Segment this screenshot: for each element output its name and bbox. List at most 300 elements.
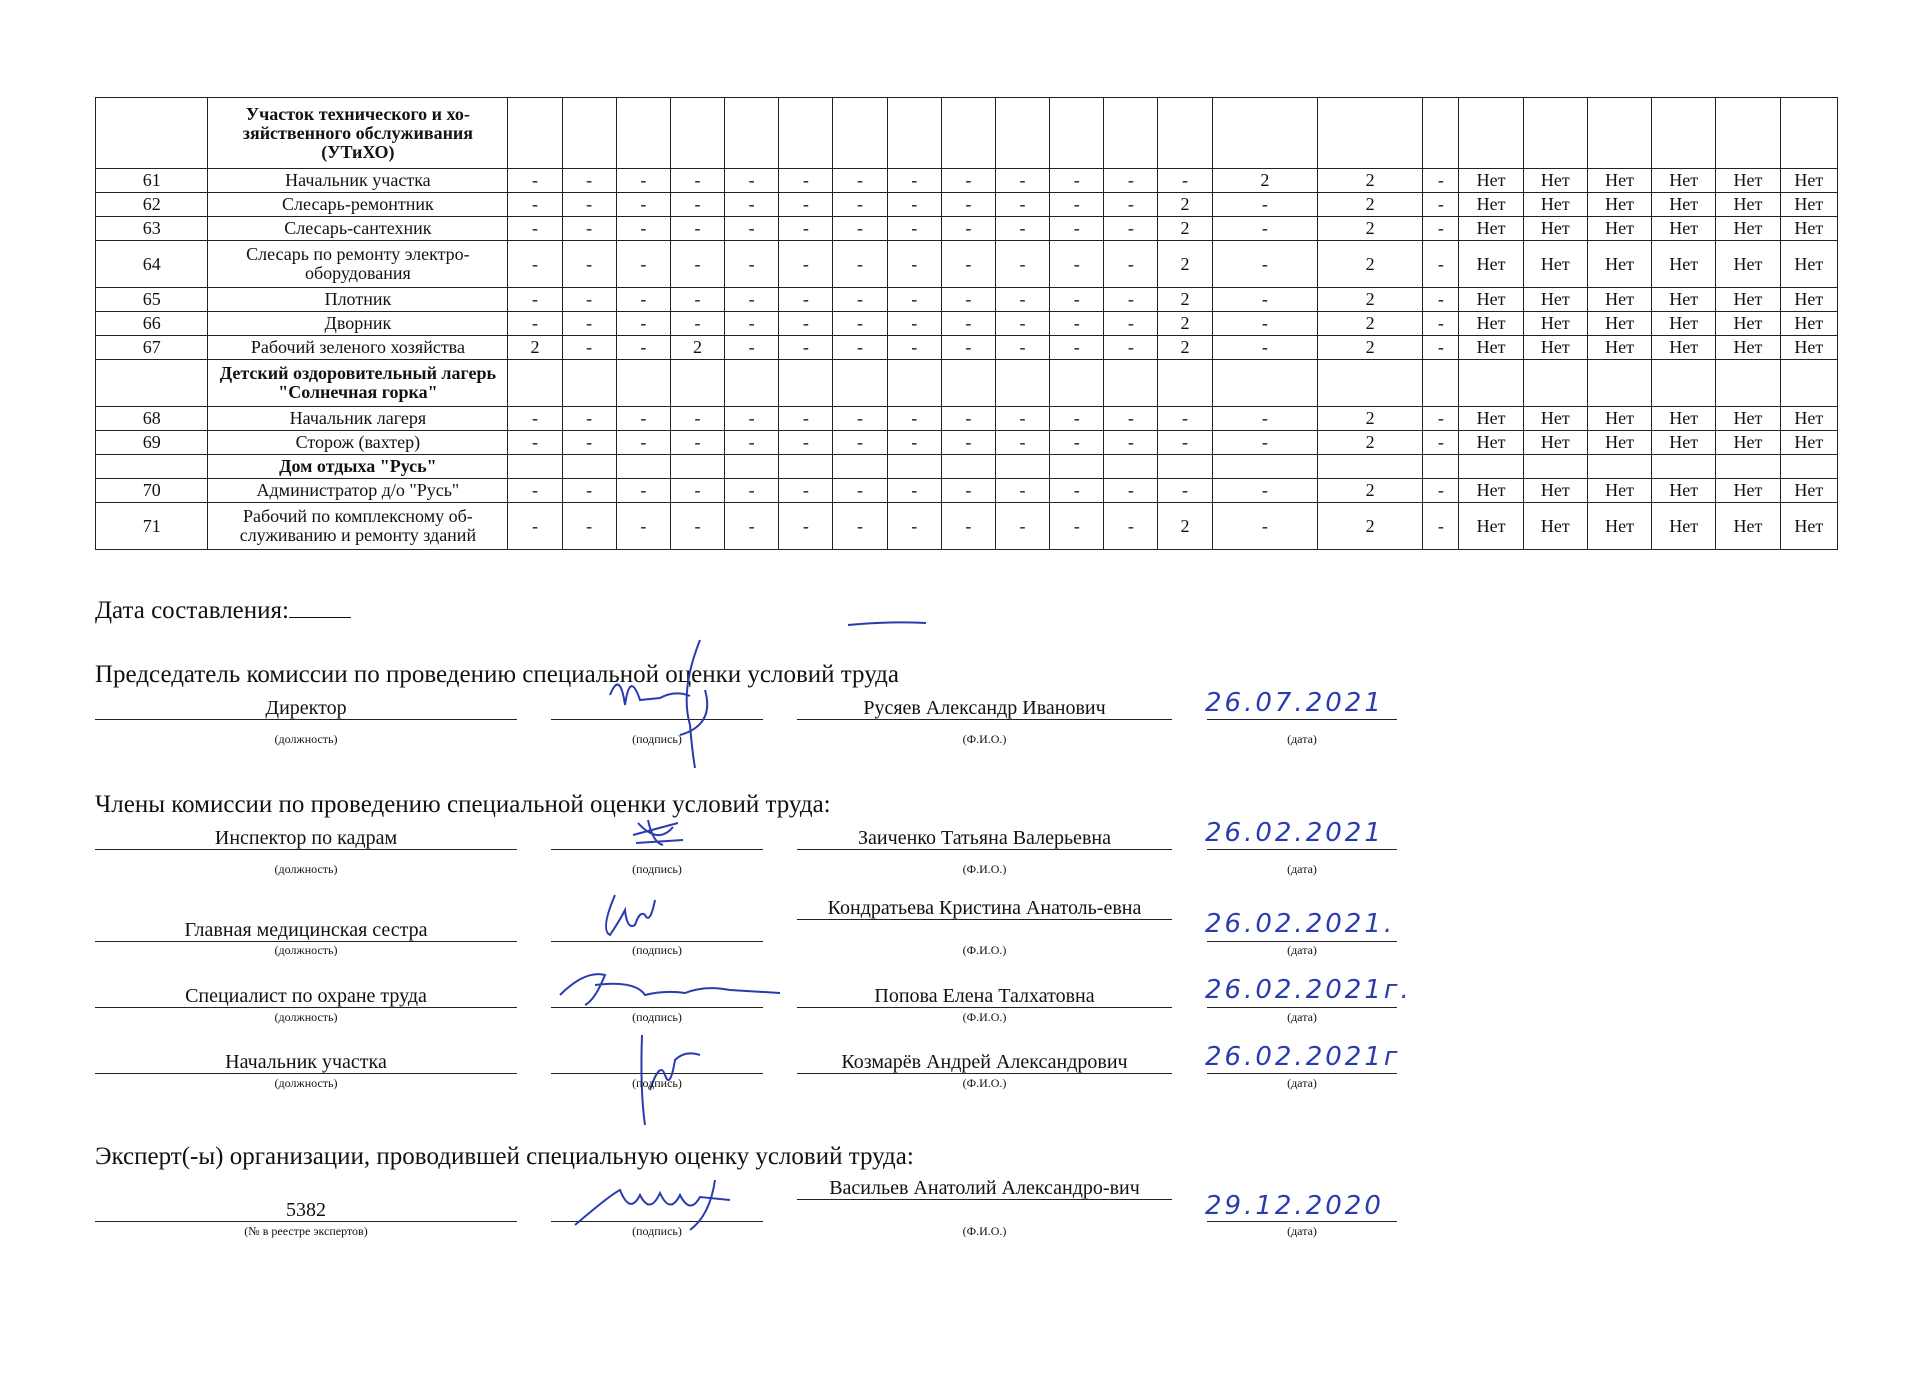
class-cell: 2 bbox=[1318, 288, 1423, 312]
empty-cell bbox=[1318, 360, 1423, 407]
class-cell: Нет bbox=[1716, 431, 1780, 455]
class-cell: Нет bbox=[1780, 288, 1837, 312]
class-cell: - bbox=[616, 193, 670, 217]
class-cell: - bbox=[562, 288, 616, 312]
class-cell: - bbox=[616, 169, 670, 193]
class-cell: - bbox=[616, 241, 670, 288]
class-cell: Нет bbox=[1523, 336, 1587, 360]
empty-cell bbox=[1587, 360, 1651, 407]
empty-cell bbox=[1780, 98, 1837, 169]
class-cell: - bbox=[670, 288, 724, 312]
class-cell: - bbox=[508, 312, 562, 336]
class-cell: - bbox=[508, 217, 562, 241]
class-cell: - bbox=[1050, 241, 1104, 288]
class-cell: - bbox=[1050, 312, 1104, 336]
class-cell: Нет bbox=[1716, 193, 1780, 217]
member-3-position: Специалист по охране труда bbox=[95, 985, 517, 1008]
empty-cell bbox=[670, 455, 724, 479]
class-cell: - bbox=[833, 431, 887, 455]
empty-cell bbox=[887, 455, 941, 479]
class-cell: - bbox=[725, 431, 779, 455]
class-cell: - bbox=[833, 312, 887, 336]
empty-cell bbox=[1423, 360, 1459, 407]
class-cell: Нет bbox=[1780, 431, 1837, 455]
class-cell: - bbox=[1104, 431, 1158, 455]
member-2-signature bbox=[595, 890, 665, 950]
class-cell: - bbox=[887, 241, 941, 288]
empty-cell bbox=[1780, 360, 1837, 407]
empty-cell bbox=[1780, 455, 1837, 479]
class-cell: - bbox=[941, 503, 995, 550]
class-cell: - bbox=[1423, 193, 1459, 217]
class-cell: 2 bbox=[1158, 217, 1212, 241]
class-cell: - bbox=[887, 407, 941, 431]
class-cell: - bbox=[1104, 241, 1158, 288]
class-cell: Нет bbox=[1459, 217, 1523, 241]
class-cell: - bbox=[670, 241, 724, 288]
class-cell: Нет bbox=[1652, 193, 1716, 217]
class-cell: - bbox=[725, 217, 779, 241]
row-number: 64 bbox=[96, 241, 208, 288]
row-number: 62 bbox=[96, 193, 208, 217]
class-cell: - bbox=[1158, 407, 1212, 431]
member-3-signature bbox=[555, 965, 785, 1015]
class-cell: - bbox=[562, 241, 616, 288]
empty-cell bbox=[1523, 455, 1587, 479]
class-cell: - bbox=[779, 503, 833, 550]
position-name: Сторож (вахтер) bbox=[208, 431, 508, 455]
class-cell: - bbox=[941, 241, 995, 288]
empty-cell bbox=[616, 455, 670, 479]
class-cell: - bbox=[1050, 407, 1104, 431]
position-name: Дворник bbox=[208, 312, 508, 336]
class-cell: Нет bbox=[1459, 288, 1523, 312]
class-cell: 2 bbox=[1158, 336, 1212, 360]
class-cell: - bbox=[995, 193, 1049, 217]
empty-cell bbox=[995, 455, 1049, 479]
empty-cell bbox=[670, 360, 724, 407]
class-cell: Нет bbox=[1780, 193, 1837, 217]
class-cell: - bbox=[725, 407, 779, 431]
class-cell: - bbox=[779, 169, 833, 193]
empty-cell bbox=[1652, 98, 1716, 169]
class-cell: - bbox=[779, 312, 833, 336]
class-cell: - bbox=[779, 431, 833, 455]
class-cell: - bbox=[1158, 431, 1212, 455]
class-cell: - bbox=[1104, 503, 1158, 550]
class-cell: - bbox=[616, 407, 670, 431]
member-4-signature-caption: (подпись) bbox=[632, 1076, 682, 1090]
class-cell: - bbox=[1212, 431, 1317, 455]
section-number-cell bbox=[96, 455, 208, 479]
empty-cell bbox=[1212, 360, 1317, 407]
expert-fio: Васильев Анатолий Александро-вич bbox=[797, 1177, 1172, 1200]
class-cell: - bbox=[833, 241, 887, 288]
empty-cell bbox=[616, 98, 670, 169]
table-row bbox=[96, 288, 1838, 312]
class-cell: Нет bbox=[1716, 169, 1780, 193]
class-cell: - bbox=[941, 217, 995, 241]
class-cell: Нет bbox=[1587, 241, 1651, 288]
class-cell: - bbox=[995, 217, 1049, 241]
member-4-position-caption: (должность) bbox=[274, 1076, 338, 1090]
class-cell: - bbox=[779, 407, 833, 431]
empty-cell bbox=[1523, 98, 1587, 169]
class-cell: - bbox=[670, 407, 724, 431]
class-cell: - bbox=[1104, 193, 1158, 217]
expert-fio-caption: (Ф.И.О.) bbox=[962, 1224, 1007, 1238]
class-cell: Нет bbox=[1523, 312, 1587, 336]
class-cell: - bbox=[725, 336, 779, 360]
empty-cell bbox=[725, 360, 779, 407]
class-cell: - bbox=[779, 217, 833, 241]
member-1-fio-caption: (Ф.И.О.) bbox=[962, 862, 1007, 876]
class-cell: - bbox=[1423, 479, 1459, 503]
class-cell: - bbox=[1423, 503, 1459, 550]
class-cell: - bbox=[616, 336, 670, 360]
empty-cell bbox=[995, 98, 1049, 169]
empty-cell bbox=[508, 360, 562, 407]
class-cell: - bbox=[1212, 479, 1317, 503]
chairman-signature-caption: (подпись) bbox=[632, 732, 682, 746]
position-name: Рабочий по комплексному об-служиванию и ремонту зданий bbox=[208, 503, 508, 550]
empty-cell bbox=[1050, 360, 1104, 407]
class-cell: - bbox=[670, 312, 724, 336]
table-row bbox=[96, 241, 1838, 288]
class-cell: - bbox=[995, 241, 1049, 288]
class-cell: - bbox=[887, 312, 941, 336]
row-number: 68 bbox=[96, 407, 208, 431]
row-number: 71 bbox=[96, 503, 208, 550]
class-cell: - bbox=[562, 503, 616, 550]
class-cell: - bbox=[1423, 312, 1459, 336]
expert-registry-caption: (№ в реестре экспертов) bbox=[244, 1224, 368, 1238]
class-cell: - bbox=[562, 479, 616, 503]
row-number: 65 bbox=[96, 288, 208, 312]
chairman-date-caption: (дата) bbox=[1287, 732, 1317, 746]
class-cell: - bbox=[725, 193, 779, 217]
class-cell: 2 bbox=[1158, 241, 1212, 288]
class-cell: - bbox=[995, 336, 1049, 360]
class-cell: 2 bbox=[1318, 217, 1423, 241]
class-cell: Нет bbox=[1716, 241, 1780, 288]
class-cell: - bbox=[562, 312, 616, 336]
empty-cell bbox=[562, 98, 616, 169]
class-cell: 2 bbox=[1318, 407, 1423, 431]
empty-cell bbox=[1318, 98, 1423, 169]
empty-cell bbox=[1212, 455, 1317, 479]
empty-cell bbox=[1652, 360, 1716, 407]
class-cell: 2 bbox=[1318, 193, 1423, 217]
class-cell: - bbox=[562, 407, 616, 431]
class-cell: Нет bbox=[1587, 503, 1651, 550]
empty-cell bbox=[1459, 360, 1523, 407]
member-1-position: Инспектор по кадрам bbox=[95, 827, 517, 850]
class-cell: - bbox=[995, 169, 1049, 193]
class-cell: - bbox=[725, 312, 779, 336]
row-number: 70 bbox=[96, 479, 208, 503]
class-cell: - bbox=[833, 288, 887, 312]
row-number: 69 bbox=[96, 431, 208, 455]
class-cell: 2 bbox=[1158, 503, 1212, 550]
member-3-date-handwritten: 26.02.2021г. bbox=[1205, 975, 1412, 1005]
class-cell: - bbox=[1050, 193, 1104, 217]
class-cell: Нет bbox=[1587, 169, 1651, 193]
class-cell: Нет bbox=[1780, 503, 1837, 550]
class-cell: - bbox=[941, 407, 995, 431]
position-name: Администратор д/о "Русь" bbox=[208, 479, 508, 503]
class-cell: - bbox=[995, 312, 1049, 336]
member-2-position-caption: (должность) bbox=[274, 943, 338, 957]
class-cell: Нет bbox=[1780, 312, 1837, 336]
row-number: 61 bbox=[96, 169, 208, 193]
empty-cell bbox=[725, 455, 779, 479]
class-cell: - bbox=[887, 193, 941, 217]
class-cell: 2 bbox=[1158, 193, 1212, 217]
class-cell: - bbox=[616, 431, 670, 455]
empty-cell bbox=[1716, 455, 1780, 479]
class-cell: 2 bbox=[1318, 241, 1423, 288]
class-cell: - bbox=[833, 193, 887, 217]
class-cell: - bbox=[1050, 336, 1104, 360]
class-cell: - bbox=[1104, 407, 1158, 431]
class-cell: - bbox=[725, 479, 779, 503]
member-2-position: Главная медицинская сестра bbox=[95, 919, 517, 942]
position-name: Рабочий зеленого хозяйства bbox=[208, 336, 508, 360]
class-cell: Нет bbox=[1780, 479, 1837, 503]
empty-cell bbox=[1587, 455, 1651, 479]
class-cell: - bbox=[616, 503, 670, 550]
class-cell: Нет bbox=[1652, 169, 1716, 193]
class-cell: - bbox=[1423, 336, 1459, 360]
class-cell: Нет bbox=[1780, 336, 1837, 360]
class-cell: - bbox=[995, 479, 1049, 503]
empty-cell bbox=[941, 360, 995, 407]
class-cell: - bbox=[1212, 241, 1317, 288]
position-name: Плотник bbox=[208, 288, 508, 312]
class-cell: Нет bbox=[1652, 407, 1716, 431]
empty-cell bbox=[1423, 98, 1459, 169]
position-name: Начальник лагеря bbox=[208, 407, 508, 431]
class-cell: - bbox=[833, 503, 887, 550]
class-cell: - bbox=[1158, 169, 1212, 193]
empty-cell bbox=[1459, 98, 1523, 169]
date-compiled-blank bbox=[289, 616, 351, 618]
empty-cell bbox=[1050, 98, 1104, 169]
member-3-fio: Попова Елена Талхатовна bbox=[797, 985, 1172, 1008]
class-cell: - bbox=[508, 288, 562, 312]
class-cell: - bbox=[1423, 407, 1459, 431]
class-cell: - bbox=[1212, 503, 1317, 550]
class-cell: 2 bbox=[1212, 169, 1317, 193]
position-name: Слесарь-ремонтник bbox=[208, 193, 508, 217]
class-cell: - bbox=[725, 241, 779, 288]
empty-cell bbox=[670, 98, 724, 169]
empty-cell bbox=[779, 360, 833, 407]
class-cell: 2 bbox=[670, 336, 724, 360]
class-cell: Нет bbox=[1523, 217, 1587, 241]
class-cell: - bbox=[562, 336, 616, 360]
empty-cell bbox=[508, 455, 562, 479]
row-number: 63 bbox=[96, 217, 208, 241]
table-row bbox=[96, 503, 1838, 550]
empty-cell bbox=[508, 98, 562, 169]
class-cell: Нет bbox=[1523, 193, 1587, 217]
empty-cell bbox=[1523, 360, 1587, 407]
class-cell: - bbox=[508, 169, 562, 193]
class-cell: Нет bbox=[1523, 241, 1587, 288]
row-number: 67 bbox=[96, 336, 208, 360]
empty-cell bbox=[887, 98, 941, 169]
class-cell: Нет bbox=[1652, 312, 1716, 336]
chairman-date-handwritten: 26.07.2021 bbox=[1205, 688, 1384, 718]
class-cell: - bbox=[562, 217, 616, 241]
class-cell: - bbox=[508, 193, 562, 217]
class-cell: 2 bbox=[1318, 503, 1423, 550]
class-cell: - bbox=[1212, 407, 1317, 431]
empty-cell bbox=[779, 455, 833, 479]
empty-cell bbox=[1716, 98, 1780, 169]
chairman-heading: Председатель комиссии по проведению специальной оценки условий труда bbox=[95, 661, 899, 688]
class-cell: Нет bbox=[1459, 312, 1523, 336]
class-cell: Нет bbox=[1652, 288, 1716, 312]
member-3-date-caption: (дата) bbox=[1287, 1010, 1317, 1024]
class-cell: - bbox=[562, 169, 616, 193]
empty-cell bbox=[1104, 455, 1158, 479]
class-cell: - bbox=[941, 193, 995, 217]
class-cell: Нет bbox=[1459, 169, 1523, 193]
member-2-fio-caption: (Ф.И.О.) bbox=[962, 943, 1007, 957]
class-cell: 2 bbox=[1318, 169, 1423, 193]
class-cell: - bbox=[887, 288, 941, 312]
chairman-position: Директор bbox=[95, 697, 517, 720]
class-cell: - bbox=[779, 288, 833, 312]
class-cell: - bbox=[779, 241, 833, 288]
class-cell: - bbox=[508, 503, 562, 550]
class-cell: Нет bbox=[1587, 336, 1651, 360]
stray-ink-mark bbox=[848, 614, 928, 632]
class-cell: Нет bbox=[1652, 431, 1716, 455]
class-cell: Нет bbox=[1780, 217, 1837, 241]
class-cell: - bbox=[508, 431, 562, 455]
class-cell: - bbox=[508, 241, 562, 288]
empty-cell bbox=[833, 360, 887, 407]
class-cell: Нет bbox=[1459, 193, 1523, 217]
section-number-cell bbox=[96, 360, 208, 407]
class-cell: Нет bbox=[1587, 407, 1651, 431]
table-row bbox=[96, 431, 1838, 455]
row-number: 66 bbox=[96, 312, 208, 336]
class-cell: - bbox=[1050, 217, 1104, 241]
class-cell: Нет bbox=[1459, 503, 1523, 550]
class-cell: - bbox=[725, 503, 779, 550]
member-1-fio: Заиченко Татьяна Валерьевна bbox=[797, 827, 1172, 850]
class-cell: Нет bbox=[1780, 241, 1837, 288]
class-cell: - bbox=[941, 431, 995, 455]
member-2-date-handwritten: 26.02.2021. bbox=[1205, 909, 1396, 939]
class-cell: - bbox=[1212, 312, 1317, 336]
class-cell: - bbox=[833, 217, 887, 241]
class-cell: - bbox=[995, 288, 1049, 312]
class-cell: - bbox=[1212, 193, 1317, 217]
table-row bbox=[96, 479, 1838, 503]
class-cell: Нет bbox=[1780, 169, 1837, 193]
class-cell: - bbox=[1423, 241, 1459, 288]
member-2-signature-caption: (подпись) bbox=[632, 943, 682, 957]
class-cell: Нет bbox=[1523, 431, 1587, 455]
class-cell: Нет bbox=[1587, 312, 1651, 336]
class-cell: - bbox=[1423, 431, 1459, 455]
class-cell: Нет bbox=[1716, 312, 1780, 336]
class-cell: - bbox=[1104, 288, 1158, 312]
class-cell: - bbox=[1158, 479, 1212, 503]
section-title: Участок технического и хо-зяйственного обслуживания (УТиХО) bbox=[208, 98, 508, 169]
class-cell: - bbox=[670, 503, 724, 550]
chairman-fio-caption: (Ф.И.О.) bbox=[962, 732, 1007, 746]
member-1-signature-caption: (подпись) bbox=[632, 862, 682, 876]
position-name: Слесарь по ремонту электро-оборудования bbox=[208, 241, 508, 288]
empty-cell bbox=[779, 98, 833, 169]
date-compiled-label: Дата составления: bbox=[95, 597, 289, 624]
class-cell: - bbox=[1423, 288, 1459, 312]
class-cell: - bbox=[1050, 431, 1104, 455]
member-4-date-caption: (дата) bbox=[1287, 1076, 1317, 1090]
class-cell: - bbox=[941, 479, 995, 503]
class-cell: - bbox=[779, 479, 833, 503]
class-cell: - bbox=[1050, 479, 1104, 503]
class-cell: - bbox=[670, 479, 724, 503]
class-cell: - bbox=[616, 312, 670, 336]
class-cell: Нет bbox=[1716, 217, 1780, 241]
class-cell: Нет bbox=[1716, 336, 1780, 360]
class-cell: - bbox=[1104, 479, 1158, 503]
class-cell: - bbox=[670, 193, 724, 217]
section-row bbox=[96, 455, 1838, 479]
class-cell: - bbox=[670, 431, 724, 455]
class-cell: Нет bbox=[1587, 217, 1651, 241]
class-cell: - bbox=[1212, 288, 1317, 312]
class-cell: - bbox=[508, 407, 562, 431]
member-1-signature bbox=[628, 815, 688, 855]
class-cell: - bbox=[941, 312, 995, 336]
empty-cell bbox=[833, 455, 887, 479]
empty-cell bbox=[1212, 98, 1317, 169]
class-cell: Нет bbox=[1716, 503, 1780, 550]
section-row bbox=[96, 360, 1838, 407]
expert-date-handwritten: 29.12.2020 bbox=[1205, 1191, 1384, 1221]
class-cell: - bbox=[616, 288, 670, 312]
class-cell: - bbox=[833, 407, 887, 431]
expert-date-caption: (дата) bbox=[1287, 1224, 1317, 1238]
class-cell: Нет bbox=[1587, 479, 1651, 503]
class-cell: 2 bbox=[1158, 312, 1212, 336]
table-row bbox=[96, 407, 1838, 431]
class-cell: 2 bbox=[1318, 336, 1423, 360]
class-cell: - bbox=[616, 479, 670, 503]
section-title: Дом отдыха "Русь" bbox=[208, 455, 508, 479]
empty-cell bbox=[1104, 98, 1158, 169]
class-cell: - bbox=[1212, 217, 1317, 241]
class-cell: - bbox=[887, 431, 941, 455]
class-cell: - bbox=[562, 193, 616, 217]
class-cell: 2 bbox=[1318, 312, 1423, 336]
class-cell: - bbox=[670, 169, 724, 193]
member-2-date-caption: (дата) bbox=[1287, 943, 1317, 957]
empty-cell bbox=[562, 455, 616, 479]
table-row bbox=[96, 312, 1838, 336]
class-cell: - bbox=[833, 479, 887, 503]
empty-cell bbox=[1050, 455, 1104, 479]
